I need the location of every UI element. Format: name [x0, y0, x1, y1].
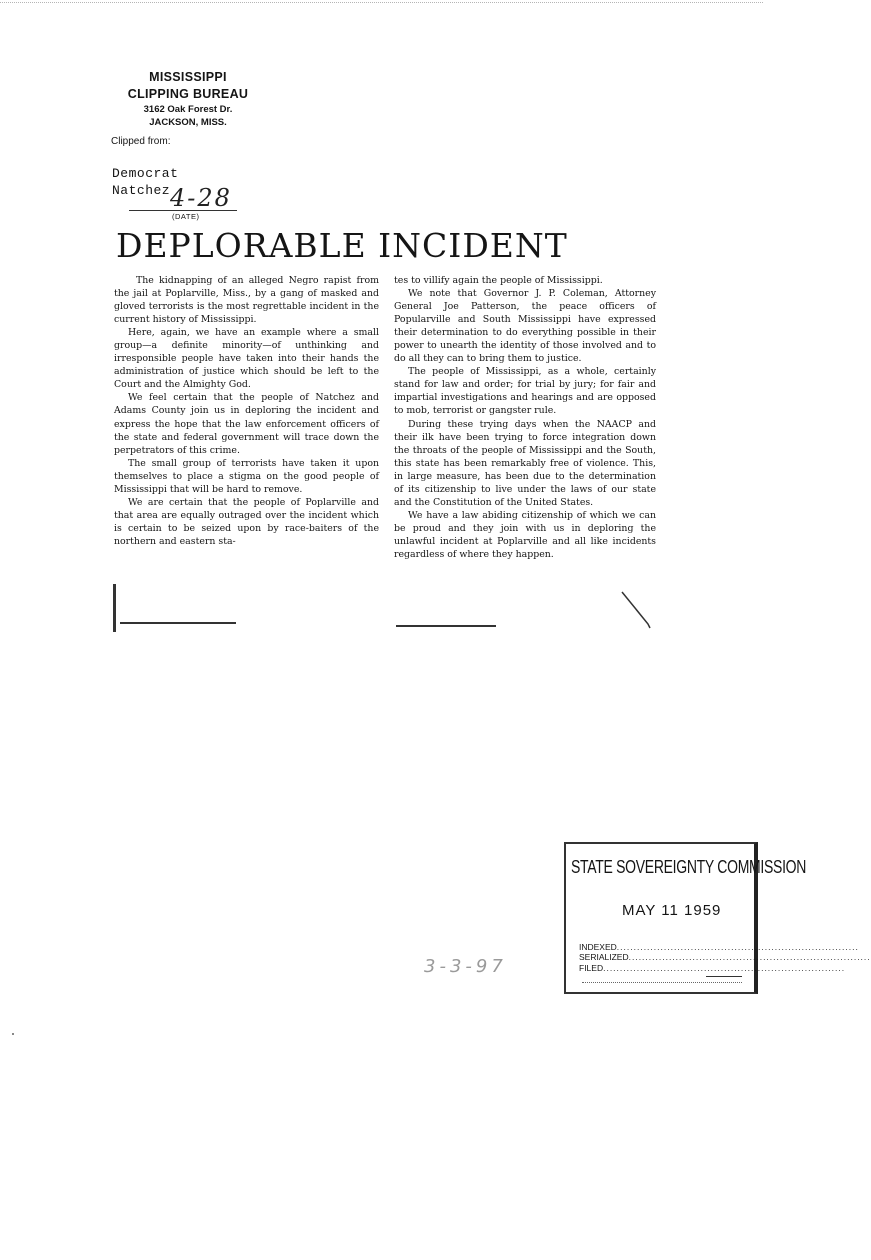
filed-mark: [706, 966, 742, 977]
top-dotted-border: [0, 2, 763, 3]
clipped-from-label: Clipped from:: [111, 136, 171, 147]
bureau-city: JACKSON, MISS.: [149, 117, 227, 128]
handwritten-date: 4-28: [170, 184, 232, 212]
source-paper: Democrat: [112, 166, 179, 181]
bureau-name: CLIPPING BUREAU: [127, 87, 249, 101]
stamp-serialized-label: SERIALIZED .....: [579, 952, 751, 962]
margin-pen-mark: [113, 584, 116, 632]
bureau-state: MISSISSIPPI: [149, 70, 227, 84]
date-label: (DATE): [172, 212, 200, 221]
paragraph: The small group of terrorists have taken it upon themselves to place a stigma on the good people of Mississippi that will be hard to remove.: [114, 457, 379, 495]
pen-stroke-mark: [620, 590, 652, 630]
stamp-indexed-label: INDEXED .....: [579, 942, 751, 952]
paragraph: The people of Mississippi, as a whole, certainly stand for law and order; for trial by jury; for fair and impartial investigations and hearings and are opposed to mob, terrorist or gangster rule.: [394, 366, 656, 417]
stamp-date: MAY 11 1959: [622, 902, 722, 919]
stamp-bottom-line: [582, 982, 742, 983]
article-column-2: [394, 274, 656, 561]
clipping-bureau-header: [108, 70, 268, 129]
stamp-filed-label: FILED .....: [579, 963, 751, 973]
stamp-title: STATE SOVEREIGNTY COMMISSION: [571, 856, 807, 877]
paragraph: We note that Governor J. P. Coleman, Attorney General Joe Patterson, the peace officers of Popularville and South Mississippi have expressed their determination to do everything possible in their power to unearth the identity of those involved and to do all they can to bring them to justice.: [394, 288, 656, 365]
article-column-1: [114, 274, 379, 548]
paragraph: The kidnapping of an alleged Negro rapist from the jail at Poplarville, Miss., by a gang of masked and gloved terrorists is the most regrettable incident in the current history of Mississippi.: [114, 275, 379, 326]
pencil-note: 3-3-97: [424, 956, 507, 977]
date-underline: [129, 210, 237, 211]
paragraph: During these trying days when the NAACP and their ilk have been trying to force integration down the throats of the people of Mississippi and the South, this state has been remarkably free of violence. This, in large measure, has been due to the determination of its citizenship to live under the laws of our state and the Constitution of the United States.: [394, 418, 656, 508]
commission-stamp: [564, 842, 807, 994]
paragraph: Here, again, we have an example where a small group—a definite minority—of unthinking and irresponsible people have taken into their hands the administration of justice which should be left to the Court and the Almighty God.: [114, 327, 379, 391]
column-end-rule: [120, 622, 236, 624]
paragraph: tes to villify again the people of Mississippi.: [394, 275, 603, 286]
column-end-rule: [396, 625, 496, 627]
source-city: Natchez: [112, 183, 171, 198]
headline: DEPLORABLE INCIDENT: [116, 226, 568, 265]
paragraph: We are certain that the people of Poplarville and that area are equally outraged over the incident which is certain to be seized upon by race-baiters of the northern and eastern sta-: [114, 496, 379, 547]
bureau-street: 3162 Oak Forest Dr.: [143, 104, 233, 115]
speck: [12, 1033, 14, 1035]
paragraph: We have a law abiding citizenship of which we can be proud and they join with us in deploring the unlawful incident at Poplarville and all like incidents regardless of where they happen.: [394, 509, 656, 560]
paragraph: We feel certain that the people of Natchez and Adams County join us in deploring the incident and express the hope that the law enforcement officers of the state and federal government will trace down the perpetrators of this crime.: [114, 392, 379, 456]
